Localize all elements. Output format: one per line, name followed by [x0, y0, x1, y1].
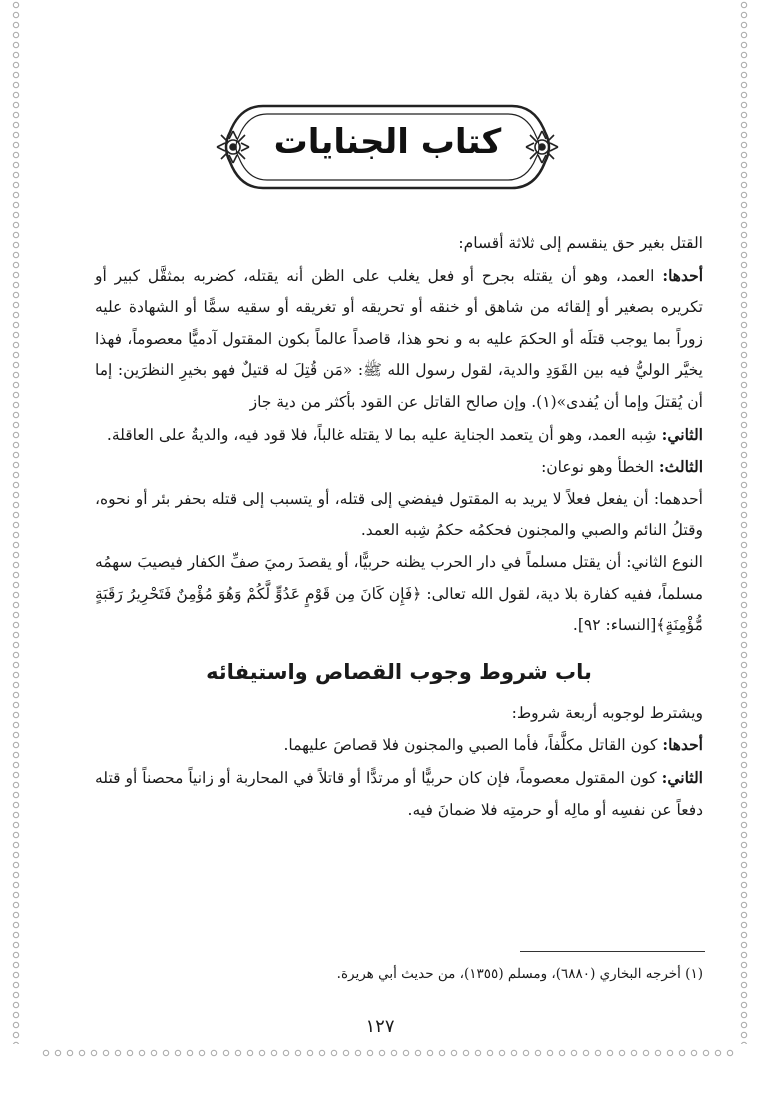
chapter-title: كتاب الجنايات — [273, 122, 502, 162]
second-type-paragraph — [95, 419, 703, 452]
condition-second-label: الثاني: — [661, 767, 703, 787]
first-type-label: أحدها: — [662, 265, 704, 285]
intro-paragraph: القتل بغير حق ينقسم إلى ثلاثة أقسام: — [458, 234, 703, 252]
page-number: ١٢٧ — [365, 1016, 395, 1037]
second-type-label: الثاني: — [661, 424, 703, 444]
page-border-left — [10, 0, 24, 1044]
condition-first-paragraph — [95, 729, 703, 762]
condition-first-label: أحدها: — [662, 735, 703, 755]
chapter-title-frame — [205, 92, 570, 202]
first-type-text: العمد، وهو أن يقتله بجرح أو فعل يغلب على الظن أنه يقتله، كضربه بمثقَّل كبير أو تكريره بصغير أو إلقائه من شاهق أو خنقه أو تحريقه أو تغريقه أو سقيه سمًّا أو الشهادة عليه زوراً بما يوجب قتلَه أو الحكمَ عليه به و نحو هذا، قاصداً عالماً بكون المقتول آدميًّا معصوماً، فهذا يخيَّر الوليُّ فيه بين القَوَدِ والدية، لقول رسول الله ﷺ: «مَن قُتِلَ له قتيلٌ فهو بخيرِ النظرَين: إما أن يُقتلَ وإما أن يُفدى»(١). وإن صالح القاتل عن القود بأكثر من دية جاز — [95, 266, 703, 411]
first-type-paragraph — [95, 260, 703, 419]
footnote: (١) أخرجه البخاري (٦٨٨٠)، ومسلم (١٣٥٥)، من حديث أبي هريرة. — [336, 966, 703, 982]
page-border-right — [738, 0, 752, 1044]
error-type-two-paragraph: النوع الثاني: أن يقتل مسلماً في دار الحرب يظنه حربيًّا، أو يقصدَ رميَ صفِّ الكفار فيصيبَ سهمُه مسلماً، ففيه كفارة بلا دية، لقول الله تعالى: ﴿فَإِن كَانَ مِن قَوْمٍ عَدُوٍّ لَّكُمْ وَهُوَ مُؤْمِنٌ فَتَحْرِيرُ رَقَبَةٍ مُّؤْمِنَةٍ﴾[النساء: ٩٢]. — [95, 552, 703, 635]
third-type-text: الخطأ وهو نوعان: — [541, 458, 654, 477]
third-type-label: الثالث: — [658, 457, 703, 477]
third-type-paragraph — [95, 451, 703, 484]
condition-first-text: كون القاتل مكلَّفاً، فأما الصبي والمجنون فلا قصاصَ عليهما. — [283, 736, 658, 755]
main-text — [95, 228, 703, 826]
second-type-text: شِبه العمد، وهو أن يتعمد الجناية عليه بما لا يقتله غالباً، فلا قود فيه، والديةُ على العاقلة. — [106, 425, 657, 444]
footnote-divider — [520, 951, 705, 952]
error-type-one-paragraph: أحدهما: أن يفعل فعلاً لا يريد به المقتول فيفضي إلى قتله، أو يتسبب إلى قتله بحفر بئر أو نحوه، وقتلُ النائم والصبي والمجنون فحكمُه حكمُ شِبه العمد. — [95, 489, 703, 540]
conditions-intro: ويشترط لوجوبه أربعة شروط: — [511, 703, 703, 722]
page-border-bottom — [40, 1048, 738, 1058]
condition-second-text: كون المقتول معصوماً، فإن كان حربيًّا أو مرتدًّا أو قاتلاً في المحاربة أو زانياً محصناً أو قتله دفعاً عن نفسِه أو مالِه أو حرمتِه فلا ضمانَ فيه. — [95, 768, 703, 819]
section-title: باب شروط وجوب القصاص واستيفائه — [206, 659, 592, 684]
condition-second-paragraph — [95, 762, 703, 826]
